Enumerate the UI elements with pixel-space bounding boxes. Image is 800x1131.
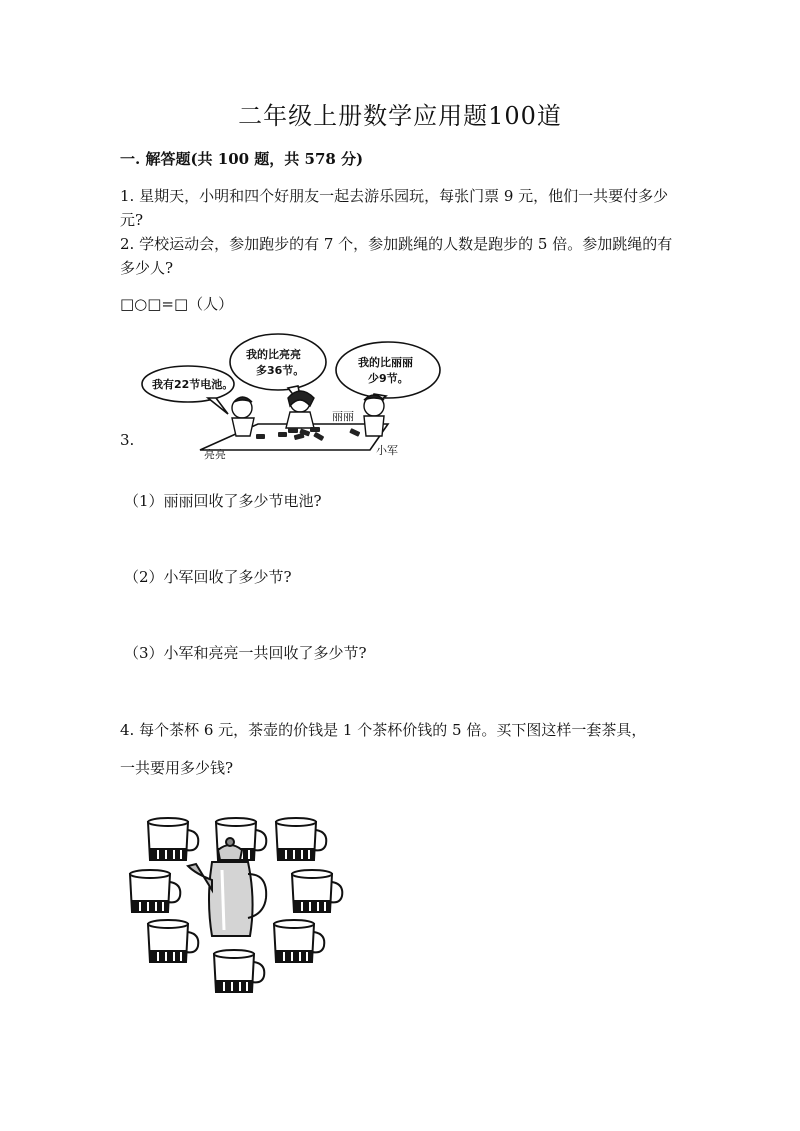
speech-bubble-tail [208, 398, 228, 414]
question-4-line-2: 一共要用多少钱? [120, 759, 234, 777]
question-2: 2. 学校运动会，参加跑步的有 7 个，参加跳绳的人数是跑步的 5 倍。参加跳绳的有多少人? [120, 235, 673, 277]
kid-xiaojun [364, 395, 384, 436]
question-3-number: 3. [120, 431, 135, 449]
page-title: 二年级上册数学应用题100道 [238, 102, 562, 130]
question-1: 1. 星期天，小明和四个好朋友一起去游乐园玩，每张门票 9 元，他们一共要付多少元? [120, 187, 669, 229]
bubble-text-lili-2: 多36节。 [256, 364, 305, 377]
bubble-text-liangliang: 我有22节电池。 [152, 378, 234, 391]
cup-icon [148, 818, 198, 860]
question-4-line-1: 4. 每个茶杯 6 元，茶壶的价钱是 1 个茶杯价钱的 5 倍。买下图这样一套茶具， [120, 721, 647, 739]
cup-icon [276, 818, 326, 860]
name-xiaojun: 小军 [376, 444, 398, 457]
kid-lili [286, 391, 314, 428]
question-3-sub-1: （1）丽丽回收了多少节电池? [124, 492, 322, 510]
cup-icon [214, 950, 264, 992]
cup-icon [274, 920, 324, 962]
question-3-sub-3: （3）小军和亮亮一共回收了多少节? [124, 644, 367, 662]
name-liangliang: 亮亮 [204, 448, 226, 460]
question-3-sub-2: （2）小军回收了多少节? [124, 568, 292, 586]
kid-liangliang [232, 397, 254, 436]
cup-icon [148, 920, 198, 962]
cup-icon [130, 870, 180, 912]
bubble-text-xiaojun-2: 少9节。 [368, 372, 409, 385]
name-lili: 丽丽 [332, 410, 354, 423]
speech-bubble-xiaojun [336, 342, 440, 398]
section-heading: 一. 解答题(共 100 题，共 578 分) [120, 150, 364, 168]
bubble-text-xiaojun-1: 我的比丽丽 [358, 356, 413, 369]
battery-illustration [138, 328, 458, 460]
question-2-formula: □○□=□（人） [120, 295, 234, 313]
tea-set-illustration [126, 810, 346, 1000]
cup-icon [292, 870, 342, 912]
speech-bubble-lili [230, 334, 326, 390]
bubble-text-lili-1: 我的比亮亮 [246, 348, 301, 361]
